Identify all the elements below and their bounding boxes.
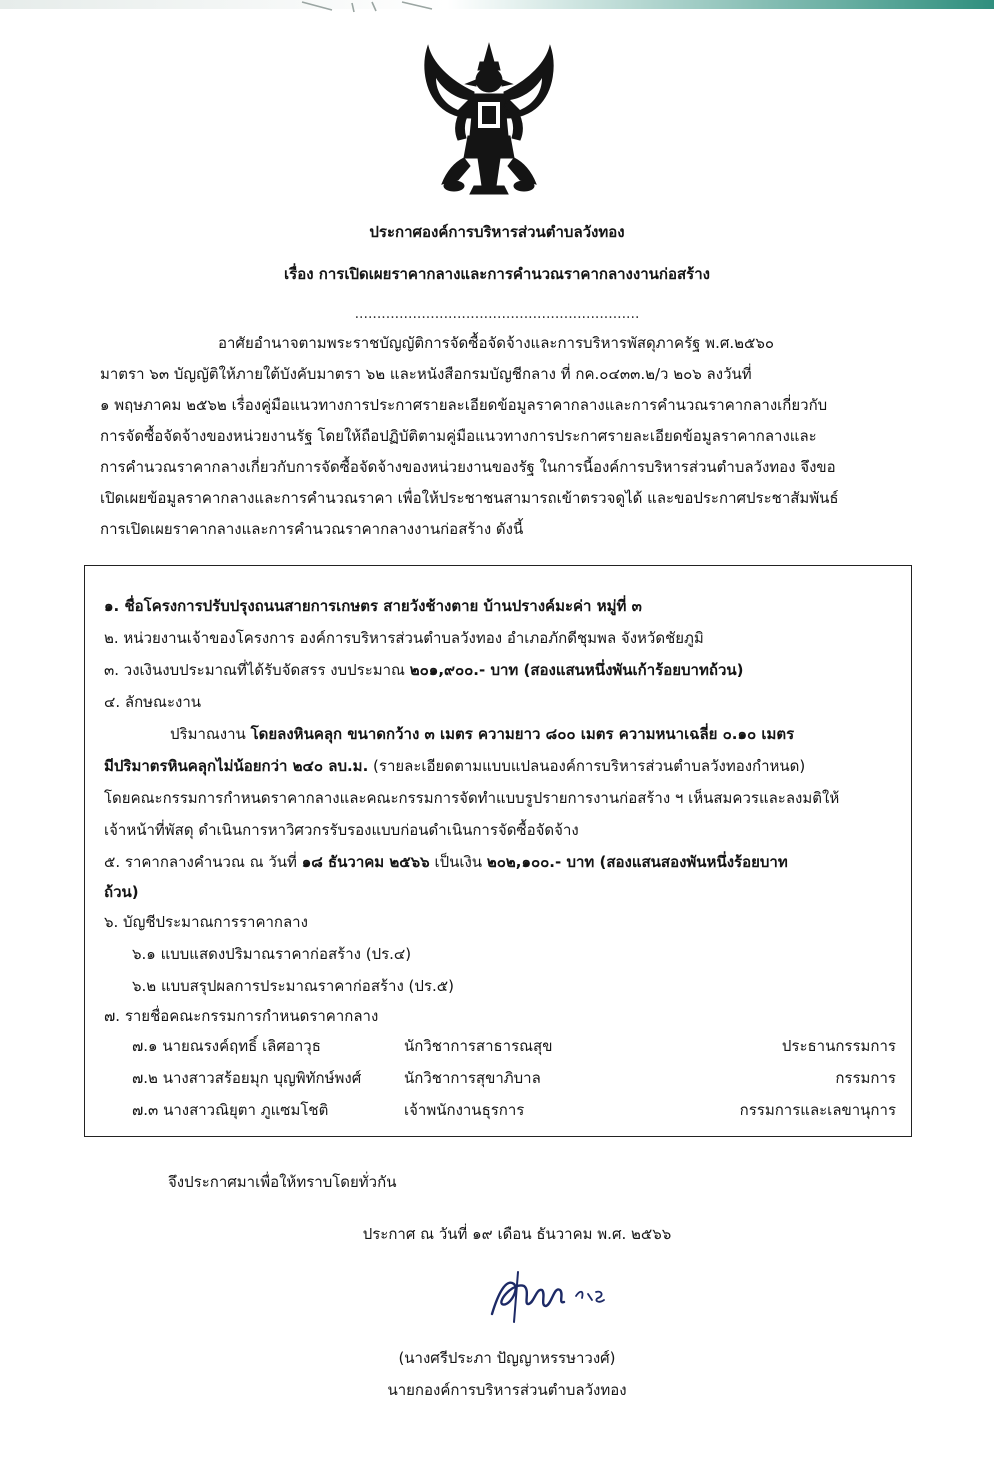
median-price-mid: เป็นเงิน (429, 853, 487, 871)
median-price-amount: ๒๐๒,๑๐๐.- บาท (สองแสนสองพันหนึ่งร้อยบาท (486, 853, 788, 871)
intro-line: ๑ พฤษภาคม ๒๕๖๒ เรื่องคู่มือแนวทางการประกาศรายละเอียดข้อมูลราคากลางและการคำนวณราคากลางเกี่ยวกับ (100, 396, 828, 414)
estimate-form-4: ๖.๑ แบบแสดงปริมาณราคาก่อสร้าง (ปร.๔) (132, 945, 412, 963)
median-price-continued: ถ้วน) (104, 883, 139, 901)
item-owner-agency: ๒. หน่วยงานเจ้าของโครงการ องค์การบริหารส่วนตำบลวังทอง อำเภอภักดีชุมพล จังหวัดชัยภูมิ (104, 629, 704, 647)
work-volume-note: (รายละเอียดตามแบบแปลนองค์การบริหารส่วนตำบลวังทองกำหนด) (368, 757, 806, 775)
committee-member-role: ประธานกรรมการ (781, 1037, 896, 1055)
committee-member-role: กรรมการ (835, 1069, 896, 1087)
scan-mark-icon (292, 0, 462, 14)
intro-paragraph (100, 328, 900, 545)
item-median-price (104, 850, 788, 874)
budget-amount: ๒๐๑,๙๐๐.- บาท (สองแสนหนึ่งพันเก้าร้อยบาทถ้วน) (409, 661, 744, 679)
signer-title: นายกองค์การบริหารส่วนตำบลวังทอง (387, 1381, 627, 1399)
committee-member-name: ๗.๒ นางสาวสร้อยมุก บุญพิทักษ์พงศ์ (132, 1069, 362, 1087)
garuda-emblem-icon (418, 40, 560, 196)
item-budget (104, 658, 743, 682)
closing-statement: จึงประกาศมาเพื่อให้ทราบโดยทั่วกัน (168, 1173, 397, 1191)
item-work-type: ๔. ลักษณะงาน (104, 693, 202, 711)
budget-label: ๓. วงเงินงบประมาณที่ได้รับจัดสรร งบประมาณ (104, 661, 410, 679)
work-quantity-line (170, 722, 794, 746)
work-volume-line (104, 754, 805, 778)
committee-member-name: ๗.๑ นายณรงค์ฤทธิ์ เลิศอาวุธ (132, 1037, 321, 1055)
announcement-title: ประกาศองค์การบริหารส่วนตำบลวังทอง (369, 223, 625, 241)
work-quantity-label: ปริมาณงาน (170, 725, 251, 743)
intro-line: มาตรา ๖๓ บัญญัติให้ภายใต้บังคับมาตรา ๖๒ และหนังสือกรมบัญชีกลาง ที่ กค.๐๔๓๓.๒/ว ๒๐๖ ลงวันที่ (100, 365, 752, 383)
work-volume-detail: มีปริมาตรหินคลุกไม่น้อยกว่า ๒๔๐ ลบ.ม. (104, 757, 369, 775)
committee-member-name: ๗.๓ นางสาวณิยุตา ภูแซมโชติ (132, 1101, 329, 1119)
separator-dots: ................................................................ (354, 306, 640, 322)
scan-top-band (0, 0, 994, 9)
item-estimate-list: ๖. บัญชีประมาณการราคากลาง (104, 913, 308, 931)
signer-name: (นางศรีประภา ปัญญาหรรษาวงศ์) (398, 1349, 616, 1367)
committee-member-role: กรรมการและเลขานุการ (739, 1101, 896, 1119)
intro-line: อาศัยอำนาจตามพระราชบัญญัติการจัดซื้อจัดจ้างและการบริหารพัสดุภาครัฐ พ.ศ.๒๕๖๐ (218, 334, 775, 352)
intro-line: การจัดซื้อจัดจ้างของหน่วยงานรัฐ โดยให้ถือปฏิบัติตามคู่มือแนวทางการประกาศรายละเอียดข้อมูลราคากลางและ (100, 427, 817, 445)
intro-line: การเปิดเผยราคากลางและการคำนวณราคากลางงานก่อสร้าง ดังนี้ (100, 520, 524, 538)
committee-member-position: เจ้าพนักงานธุรการ (404, 1101, 525, 1119)
work-quantity-detail: โดยลงหินคลุก ขนาดกว้าง ๓ เมตร ความยาว ๘๐๐ เมตร ความหนาเฉลี่ย ๐.๑๐ เมตร (250, 725, 795, 743)
announcement-subject: เรื่อง การเปิดเผยราคากลางและการคำนวณราคากลางงานก่อสร้าง (284, 265, 710, 283)
work-officer-line: เจ้าหน้าที่พัสดุ ดำเนินการหาวิศวกรรับรองแบบก่อนดำเนินการจัดซื้อจัดจ้าง (104, 821, 579, 839)
intro-line: เปิดเผยข้อมูลราคากลางและการคำนวณราคา เพื่อให้ประชาชนสามารถเข้าตรวจดูได้ และขอประกาศประชาสัมพันธ์ (100, 489, 839, 507)
committee-member-position: นักวิชาการสุขาภิบาล (404, 1069, 541, 1087)
estimate-form-5: ๖.๒ แบบสรุปผลการประมาณราคาก่อสร้าง (ปร.๕) (132, 977, 454, 995)
committee-member-position: นักวิชาการสาธารณสุข (404, 1037, 553, 1055)
announcement-date: ประกาศ ณ วันที่ ๑๙ เดือน ธันวาคม พ.ศ. ๒๕๖๖ (362, 1225, 672, 1243)
handwritten-signature (484, 1264, 624, 1328)
work-committee-line: โดยคณะกรรมการกำหนดราคากลางและคณะกรรมการจัดทำแบบรูปรายการงานก่อสร้าง ฯ เห็นสมควรและลงมติให้ (104, 789, 840, 807)
median-price-label: ๕. ราคากลางคำนวณ ณ วันที่ (104, 853, 302, 871)
item-project-name: ๑. ชื่อโครงการปรับปรุงถนนสายการเกษตร สายวังช้างตาย บ้านปรางค์มะค่า หมู่ที่ ๓ (104, 597, 642, 615)
item-committee-list: ๗. รายชื่อคณะกรรมการกำหนดราคากลาง (104, 1007, 379, 1025)
intro-line: การคำนวณราคากลางเกี่ยวกับการจัดซื้อจัดจ้างของหน่วยงานของรัฐ ในการนี้องค์การบริหารส่วนตำบลวังทอง จึงขอ (100, 458, 836, 476)
median-price-date: ๑๘ ธันวาคม ๒๕๖๖ (301, 853, 430, 871)
